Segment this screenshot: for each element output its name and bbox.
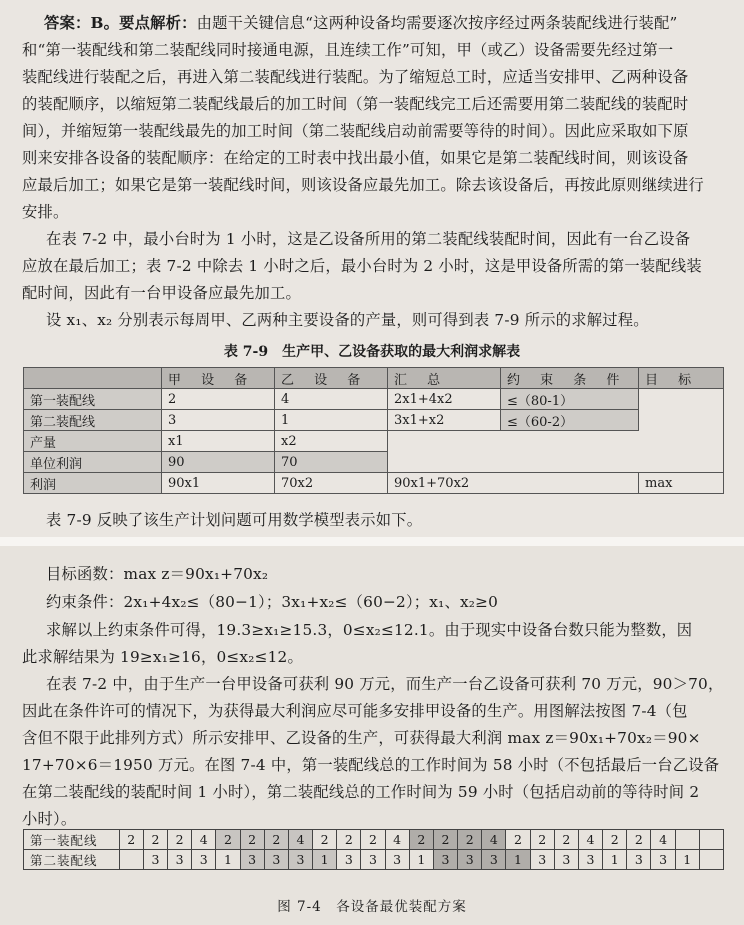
gantt-cell: 4 bbox=[192, 830, 216, 850]
gantt-cell: 1 bbox=[506, 850, 530, 870]
gantt-cell: 3 bbox=[458, 850, 482, 870]
table-cell: 70x2 bbox=[275, 473, 388, 494]
table-cell: 3 bbox=[162, 410, 275, 431]
table-cell: 产量 bbox=[24, 431, 162, 452]
gantt-cell: 2 bbox=[409, 830, 433, 850]
gantt-cell: 4 bbox=[578, 830, 602, 850]
figure-caption: 图 7-4 各设备最优装配方案 bbox=[277, 899, 467, 915]
gantt-cell: 1 bbox=[675, 850, 699, 870]
gantt-cell: 3 bbox=[385, 850, 409, 870]
page-divider bbox=[0, 537, 744, 546]
table-cell: ≤（60-2） bbox=[501, 410, 639, 431]
gantt-cell: 2 bbox=[240, 830, 264, 850]
gantt-cell: 1 bbox=[603, 850, 627, 870]
table-header-row bbox=[24, 368, 724, 389]
gantt-row-line1 bbox=[24, 830, 724, 850]
gantt-cell: 2 bbox=[168, 830, 192, 850]
gantt-cell: 2 bbox=[313, 830, 337, 850]
table-cell: 2 bbox=[162, 389, 275, 410]
gantt-cell: 2 bbox=[264, 830, 288, 850]
gantt-cell: 4 bbox=[385, 830, 409, 850]
gantt-cell: 3 bbox=[264, 850, 288, 870]
gantt-cell: 2 bbox=[530, 830, 554, 850]
table-cell: 70 bbox=[275, 452, 388, 473]
gantt-cell bbox=[699, 850, 723, 870]
after-table-text: 表 7-9 反映了该生产计划问题可用数学模型表示如下。 bbox=[46, 511, 423, 529]
gantt-cell: 2 bbox=[216, 830, 240, 850]
answer-paragraph-body: 和“第一装配线和第二装配线同时接通电源，且连续工作”可知，甲（或乙）设备需要先经过第一 装配线进行装配之后，再进入第二装配线进行装配。为了缩短总工时，应适当安排甲、乙两种设备 的装配顺序，以缩短第二装配线最后的加工时间（第一装配线完工后还需要用第二装配线的装配时 间），并缩短第一装配线最先的加工时间（第二装配线启动前需要等待的时间）。因此应采取如下原 则来安排各设备的装配顺序：在给定的工时表中找出最小值，如果它是第二装配线时间，则该设备 应最后加工；如果它是第一装配线时间，则该设备应最先加工。除去该设备后，再按此原则继续进行 安排。 bbox=[22, 41, 704, 221]
gantt-cell: 3 bbox=[168, 850, 192, 870]
table-cell bbox=[639, 410, 724, 431]
gantt-cell: 4 bbox=[288, 830, 312, 850]
table-row bbox=[24, 452, 724, 473]
table-cell: 2x1+4x2 bbox=[388, 389, 501, 410]
table-header-cell bbox=[24, 368, 162, 389]
gantt-cell: 3 bbox=[192, 850, 216, 870]
gantt-cell: 2 bbox=[458, 830, 482, 850]
gantt-cell: 3 bbox=[554, 850, 578, 870]
table-cell: 利润 bbox=[24, 473, 162, 494]
table-cell bbox=[639, 389, 724, 410]
gantt-cell: 2 bbox=[506, 830, 530, 850]
gantt-row-line2 bbox=[24, 850, 724, 870]
gantt-cell: 2 bbox=[337, 830, 361, 850]
table-cell: 3x1+x2 bbox=[388, 410, 501, 431]
table-cell: max bbox=[639, 473, 724, 494]
gantt-cell: 2 bbox=[433, 830, 457, 850]
gantt-cell: 3 bbox=[337, 850, 361, 870]
gantt-cell: 3 bbox=[651, 850, 675, 870]
answer-paragraph: 答案：B。要点解析：由题干关键信息“这两种设备均需要逐次按序经过两条装配线进行装配” bbox=[44, 14, 678, 32]
table-header-cell: 目 标 bbox=[639, 368, 724, 389]
table-cell: 第二装配线 bbox=[24, 410, 162, 431]
gantt-cell: 4 bbox=[482, 830, 506, 850]
paragraph-3: 设 x₁、x₂ 分别表示每周甲、乙两种主要设备的产量，则可得到表 7-9 所示的求解过程。 bbox=[46, 311, 649, 329]
table-row bbox=[24, 431, 724, 452]
solution-paragraph: 求解以上约束条件可得，19.3≥x₁≥15.3，0≤x₂≤12.1。由于现实中设备台数只能为整数，因 此求解结果为 19≥x₁≥16，0≤x₂≤12。 bbox=[22, 621, 693, 666]
gantt-cell: 1 bbox=[409, 850, 433, 870]
table-title: 表 7-9 生产甲、乙设备获取的最大利润求解表 bbox=[223, 344, 521, 360]
gantt-cell: 2 bbox=[119, 830, 143, 850]
gantt-cell: 3 bbox=[433, 850, 457, 870]
table-row bbox=[24, 473, 724, 494]
table-cell: 90 bbox=[162, 452, 275, 473]
gantt-cell: 4 bbox=[651, 830, 675, 850]
table-row bbox=[24, 410, 724, 431]
gantt-cell: 3 bbox=[627, 850, 651, 870]
answer-label: 答案：B。要点解析： bbox=[44, 14, 197, 32]
gantt-cell: 3 bbox=[240, 850, 264, 870]
table-cell: 90x1+70x2 bbox=[388, 473, 639, 494]
gantt-cell: 1 bbox=[313, 850, 337, 870]
table-header-cell: 甲 设 备 bbox=[162, 368, 275, 389]
constraints: 约束条件：2x₁+4x₂≤（80−1）；3x₁+x₂≤（60−2）；x₁、x₂≥0 bbox=[46, 593, 499, 611]
gantt-cell: 2 bbox=[361, 830, 385, 850]
table-header-cell: 汇 总 bbox=[388, 368, 501, 389]
gantt-row-label: 第一装配线 bbox=[24, 830, 120, 850]
gantt-cell: 3 bbox=[578, 850, 602, 870]
gantt-cell bbox=[675, 830, 699, 850]
gantt-row-label: 第二装配线 bbox=[24, 850, 120, 870]
table-cell: 1 bbox=[275, 410, 388, 431]
gantt-cell: 3 bbox=[361, 850, 385, 870]
table-cell: 4 bbox=[275, 389, 388, 410]
gantt-cell bbox=[699, 830, 723, 850]
gantt-cell: 3 bbox=[143, 850, 167, 870]
gantt-cell: 3 bbox=[288, 850, 312, 870]
table-cell: ≤（80-1） bbox=[501, 389, 639, 410]
table-cell: 第一装配线 bbox=[24, 389, 162, 410]
paragraph-2: 在表 7-2 中，最小台时为 1 小时，这是乙设备所用的第二装配线装配时间，因此有一台乙设备 应放在最后加工；表 7-2 中除去 1 小时之后，最小台时为 2 小时，这是甲设备所需的第一装配线装 配时间，因此有一台甲设备应最先加工。 bbox=[22, 230, 702, 302]
gantt-cell: 3 bbox=[530, 850, 554, 870]
gantt-cell: 2 bbox=[554, 830, 578, 850]
objective-function: 目标函数：max z＝90x₁+70x₂ bbox=[46, 565, 269, 583]
gantt-cell: 2 bbox=[143, 830, 167, 850]
table-header-cell: 乙 设 备 bbox=[275, 368, 388, 389]
profit-table bbox=[23, 367, 724, 494]
table-cell: 单位利润 bbox=[24, 452, 162, 473]
gantt-cell: 2 bbox=[603, 830, 627, 850]
table-cell: 90x1 bbox=[162, 473, 275, 494]
table-cell: x2 bbox=[275, 431, 388, 452]
gantt-cell: 2 bbox=[627, 830, 651, 850]
table-cell bbox=[388, 452, 724, 473]
table-cell: x1 bbox=[162, 431, 275, 452]
gantt-cell: 1 bbox=[216, 850, 240, 870]
table-header-cell: 约 束 条 件 bbox=[501, 368, 639, 389]
table-cell bbox=[388, 431, 724, 452]
table-row bbox=[24, 389, 724, 410]
assembly-schedule-chart bbox=[23, 829, 724, 870]
gantt-cell: 3 bbox=[482, 850, 506, 870]
gantt-cell bbox=[119, 850, 143, 870]
profit-paragraph: 在表 7-2 中，由于生产一台甲设备可获利 90 万元，而生产一台乙设备可获利 70 万元，90＞70， 因此在条件许可的情况下，为获得最大利润应尽可能多安排甲设备的生产。用图解法按图 7-4（包 含但不限于此排列方式）所示安排甲、乙设备的生产，可获得最大利润 max z＝90x₁+70x₂＝90× 17+70×6＝1950 万元。在图 7-4 中，第一装配线总的工作时间为 58 小时（不包括最后一台乙设备 在第二装配线的装配时间 1 小时），第二装配线总的工作时间为 59 小时（包括启动前的等待时间 2 小时）。 bbox=[22, 675, 724, 828]
